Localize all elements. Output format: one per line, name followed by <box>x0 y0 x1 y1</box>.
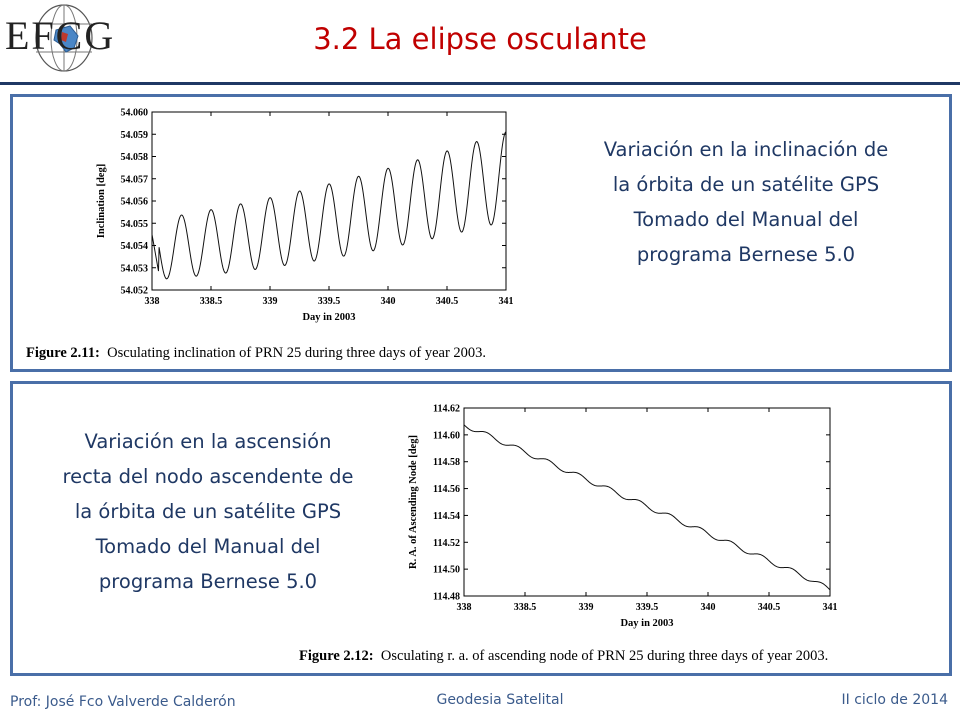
top-description <box>560 132 932 272</box>
y-tick-label: 54.059 <box>120 129 148 141</box>
top-description-line: Tomado del Manual del <box>633 208 859 231</box>
bottom-description <box>16 424 400 599</box>
bottom-description-line: recta del nodo ascendente de <box>62 465 354 488</box>
x-tick-label: 338 <box>144 296 160 307</box>
top-description-line: la órbita de un satélite GPS <box>612 173 880 196</box>
caption-text: Osculating inclination of PRN 25 during three days of year 2003. <box>107 345 487 361</box>
y-tick-label: 54.054 <box>120 241 148 252</box>
x-tick-label: 340 <box>380 296 396 307</box>
plot-frame <box>464 408 830 596</box>
y-tick-label: 54.058 <box>120 152 148 163</box>
y-tick-label: 54.057 <box>120 174 148 186</box>
x-tick-label: 339.5 <box>635 602 659 613</box>
y-tick-label: 54.052 <box>120 285 148 297</box>
top-description-line: Variación en la inclinación de <box>603 138 889 161</box>
x-tick-label: 340.5 <box>757 602 781 613</box>
bottom-description-line: programa Bernese 5.0 <box>98 570 318 593</box>
y-tick-label: 54.056 <box>120 196 148 208</box>
x-tick-label: 341 <box>822 602 838 613</box>
title-divider <box>0 82 960 85</box>
x-tick-label: 338.5 <box>199 296 223 307</box>
bottom-description-line: la órbita de un satélite GPS <box>74 500 342 523</box>
x-tick-label: 340 <box>700 602 716 613</box>
x-tick-label: 338 <box>456 602 472 613</box>
y-tick-label: 114.62 <box>433 403 460 415</box>
y-tick-label: 54.055 <box>120 218 148 230</box>
y-axis-label: Inclination [deg] <box>96 163 107 239</box>
figure-2-12-caption <box>299 648 828 665</box>
x-tick-label: 339 <box>578 602 594 613</box>
top-description-line: programa Bernese 5.0 <box>636 243 856 266</box>
inclination-series-line <box>152 132 506 279</box>
y-tick-label: 54.053 <box>120 263 148 275</box>
bottom-description-line: Variación en la ascensión <box>84 430 332 453</box>
y-tick-label: 114.60 <box>433 430 460 442</box>
bottom-description-line: Tomado del Manual del <box>95 535 321 558</box>
x-axis-label: Day in 2003 <box>620 618 674 629</box>
x-tick-label: 338.5 <box>513 602 537 613</box>
figure-2-11-caption <box>26 345 486 362</box>
caption-label: Figure 2.11: <box>26 345 100 361</box>
x-tick-label: 341 <box>498 296 514 307</box>
x-axis-label: Day in 2003 <box>302 312 356 323</box>
footer-course: Geodesia Satelital <box>436 692 564 708</box>
ascending-node-series-line <box>464 425 830 590</box>
x-tick-label: 340.5 <box>435 296 459 307</box>
y-axis-label: R. A. of Ascending Node [deg] <box>408 435 419 569</box>
caption-text: Osculating r. a. of ascending node of PRN 25 during three days of year 2003. <box>380 648 829 664</box>
y-tick-label: 54.060 <box>120 107 148 119</box>
caption-label: Figure 2.12: <box>299 648 374 664</box>
y-tick-label: 114.54 <box>433 510 460 522</box>
x-tick-label: 339 <box>262 296 278 307</box>
x-tick-label: 339.5 <box>317 296 341 307</box>
inclination-chart <box>86 104 526 330</box>
plot-frame <box>152 112 506 290</box>
y-tick-label: 114.52 <box>433 537 460 549</box>
ascending-node-chart <box>394 398 846 632</box>
footer-author: Prof: José Fco Valverde Calderón <box>10 694 236 710</box>
y-tick-label: 114.56 <box>433 484 460 496</box>
y-tick-label: 114.48 <box>433 591 460 603</box>
logo-text: EFCG <box>5 13 116 58</box>
footer-term: II ciclo de 2014 <box>841 692 948 708</box>
slide-title: 3.2 La elipse osculante <box>313 22 647 56</box>
y-tick-label: 114.58 <box>433 457 460 469</box>
y-tick-label: 114.50 <box>433 564 460 576</box>
